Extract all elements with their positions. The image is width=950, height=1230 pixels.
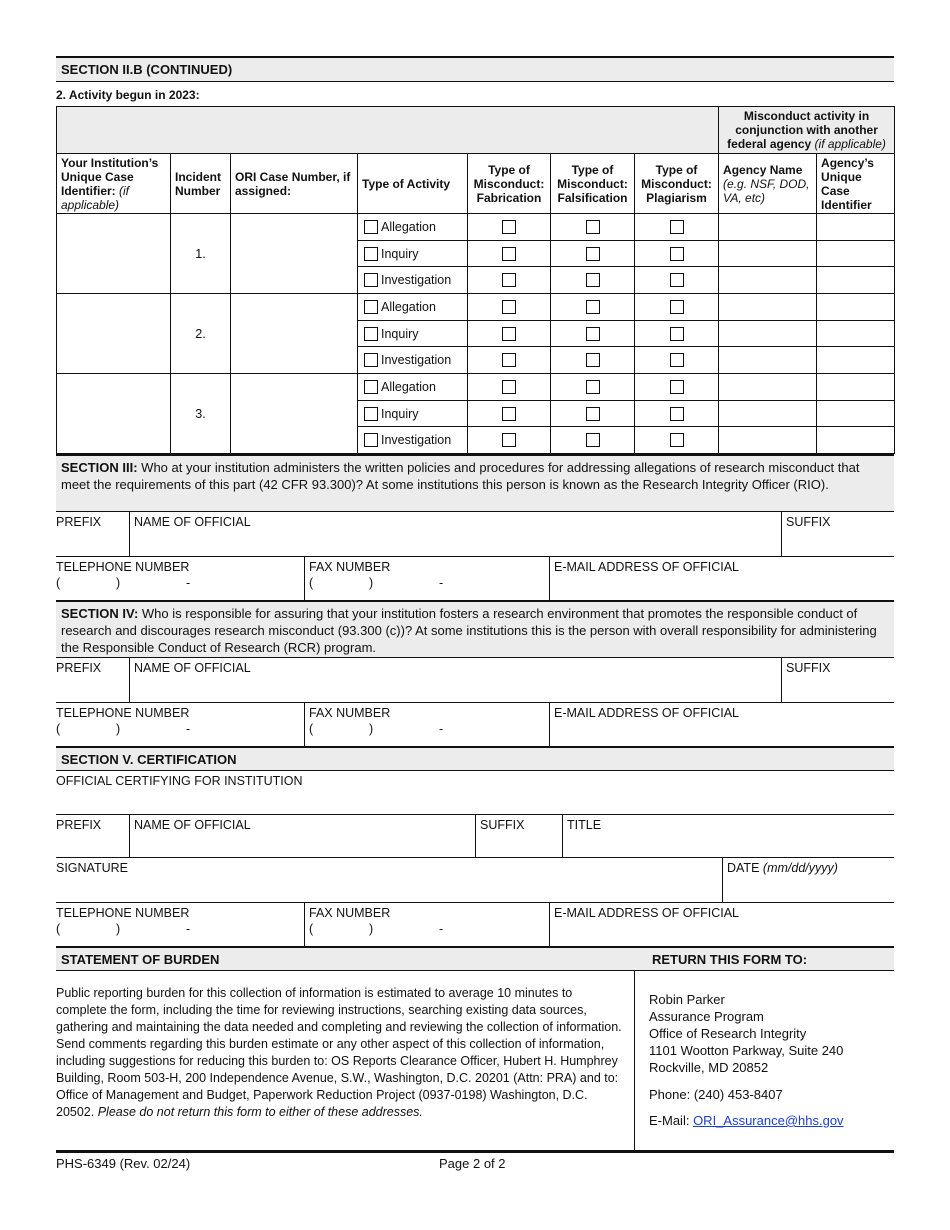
plagiarism-checkbox-2c[interactable]: [670, 353, 684, 367]
plagiarism-checkbox-3c[interactable]: [670, 433, 684, 447]
incident-1-row-inquiry: Inquiry: [57, 241, 895, 267]
signature-field[interactable]: SIGNATURE: [56, 861, 128, 875]
agency-case-id-input-3b[interactable]: [817, 401, 895, 427]
incident-3-row-inquiry: Inquiry: [57, 401, 895, 427]
section-iv-name-field[interactable]: NAME OF OFFICIAL: [129, 658, 781, 702]
agency-case-id-input-2a[interactable]: [817, 294, 895, 321]
burden-section: [56, 971, 894, 1153]
falsification-checkbox-1b[interactable]: [586, 247, 600, 261]
fabrication-checkbox-1b[interactable]: [502, 247, 516, 261]
return-email: E-Mail: ORI_Assurance@hhs.gov: [649, 1113, 844, 1128]
section-v-fax-field[interactable]: FAX NUMBER ( ) -: [304, 903, 549, 946]
federal-agency-group-header: Misconduct activity in conjunction with another federal agency (if applicable): [719, 107, 895, 154]
section-iii-telephone-field[interactable]: TELEPHONE NUMBER ( ) -: [56, 560, 191, 590]
section-iv-telephone-field[interactable]: TELEPHONE NUMBER ( ) -: [56, 706, 191, 736]
col-fabrication: Type of Misconduct: Fabrication: [468, 154, 551, 214]
section-v-name-field[interactable]: NAME OF OFFICIAL: [129, 815, 475, 857]
falsification-checkbox-2b[interactable]: [586, 327, 600, 341]
col-falsification: Type of Misconduct: Falsification: [551, 154, 635, 214]
section-iii-prefix-field[interactable]: PREFIX: [56, 515, 102, 529]
agency-name-input-2a[interactable]: [719, 294, 817, 321]
incident-2-row-investigation: Investigation: [57, 347, 895, 374]
section-iii-contact-row: [56, 557, 894, 600]
fabrication-checkbox-3a[interactable]: [502, 380, 516, 394]
institution-case-id-input-1[interactable]: [57, 214, 171, 294]
burden-statement: Public reporting burden for this collection of information is estimated to average 10 minutes to complete the form, including the time for reviewing instructions, searching existing data sources, gathering and maintaining the data needed and completing and reviewing the collection of information. Send comments regarding this burden estimate or any other aspect of this collection of information, including suggestions for reducing this burden to: OS Reports Clearance Officer, Hubert H. Humphrey Building, Room 503-H, 200 Independence Avenue, S.W., Washington, D.C. 20201 (Attn: PRA) and to: Office of Management and Budget, Paperwork Reduction Project (0937-0198) Washington, D.C. 20502. Please do not return this form to either of these addresses.: [56, 986, 622, 1119]
institution-case-id-input-3[interactable]: [57, 374, 171, 454]
section-v-telephone-field[interactable]: TELEPHONE NUMBER ( ) -: [56, 906, 191, 936]
date-field[interactable]: DATE (mm/dd/yyyy): [722, 858, 894, 902]
agency-case-id-input-3c[interactable]: [817, 427, 895, 454]
return-phone: Phone: (240) 453-8407: [649, 1087, 783, 1102]
agency-name-input-1a[interactable]: [719, 214, 817, 241]
agency-case-id-input-3a[interactable]: [817, 374, 895, 401]
inquiry-checkbox-3[interactable]: [364, 407, 378, 421]
section-iv-contact-row: [56, 703, 894, 746]
agency-case-id-input-1a[interactable]: [817, 214, 895, 241]
falsification-checkbox-2a[interactable]: [586, 300, 600, 314]
agency-name-input-2b[interactable]: [719, 321, 817, 347]
agency-case-id-input-1c[interactable]: [817, 267, 895, 294]
col-ori-case-number: ORI Case Number, if assigned:: [231, 154, 358, 214]
plagiarism-checkbox-2b[interactable]: [670, 327, 684, 341]
return-name: Robin Parker: [649, 992, 725, 1007]
allegation-checkbox-1[interactable]: [364, 220, 378, 234]
incident-3-row-allegation: 3. Allegation: [57, 374, 895, 401]
section-iv-email-field[interactable]: E-MAIL ADDRESS OF OFFICIAL: [549, 703, 894, 746]
ori-case-number-input-3[interactable]: [231, 374, 358, 454]
section-iib-header: [56, 56, 894, 82]
falsification-checkbox-1c[interactable]: [586, 273, 600, 287]
falsification-checkbox-3b[interactable]: [586, 407, 600, 421]
col-agency-case-id: Agency’s Unique Case Identifier: [817, 154, 895, 214]
agency-name-input-2c[interactable]: [719, 347, 817, 374]
ori-case-number-input-1[interactable]: [231, 214, 358, 294]
email-link[interactable]: ORI_Assurance@hhs.gov: [693, 1113, 844, 1128]
page-number: Page 2 of 2: [439, 1156, 506, 1171]
plagiarism-checkbox-3b[interactable]: [670, 407, 684, 421]
section-iii-fax-field[interactable]: FAX NUMBER ( ) -: [304, 557, 549, 600]
inquiry-checkbox-1[interactable]: [364, 247, 378, 261]
burden-title: STATEMENT OF BURDEN: [61, 952, 220, 967]
investigation-checkbox-2[interactable]: [364, 353, 378, 367]
fabrication-checkbox-2b[interactable]: [502, 327, 516, 341]
section-iv-question: SECTION IV: Who is responsible for assuring that your institution fosters a research environment that promotes the responsible conduct of research and discourages research misconduct (93.300 (c))? At some institutions this is the person with overall responsibility for administering the Responsible Conduct of Research (RCR) program.: [56, 600, 894, 658]
section-v-header: SECTION V. CERTIFICATION: [56, 746, 894, 771]
agency-case-id-input-2b[interactable]: [817, 321, 895, 347]
col-plagiarism: Type of Misconduct: Plagiarism: [635, 154, 719, 214]
col-incident-number: Incident Number: [171, 154, 231, 214]
agency-name-input-3b[interactable]: [719, 401, 817, 427]
inquiry-checkbox-2[interactable]: [364, 327, 378, 341]
investigation-checkbox-1[interactable]: [364, 273, 378, 287]
plagiarism-checkbox-1c[interactable]: [670, 273, 684, 287]
falsification-checkbox-1a[interactable]: [586, 220, 600, 234]
ori-case-number-input-2[interactable]: [231, 294, 358, 374]
investigation-checkbox-3[interactable]: [364, 433, 378, 447]
official-certifying-field[interactable]: OFFICIAL CERTIFYING FOR INSTITUTION: [56, 774, 303, 788]
agency-name-input-3c[interactable]: [719, 427, 817, 454]
section-iv-prefix-field[interactable]: PREFIX: [56, 661, 102, 675]
incident-number-2: 2.: [171, 294, 231, 374]
plagiarism-checkbox-2a[interactable]: [670, 300, 684, 314]
fabrication-checkbox-2c[interactable]: [502, 353, 516, 367]
section-iii-question: SECTION III: Who at your institution administers the written policies and procedures for addressing allegations of research misconduct that meet the requirements of this part (42 CFR 93.300)? At some institutions this person is known as the Research Integrity Officer (RIO).: [56, 454, 894, 512]
official-certifying-row: [56, 771, 894, 815]
signature-row: [56, 858, 894, 903]
institution-case-id-input-2[interactable]: [57, 294, 171, 374]
fabrication-checkbox-3c[interactable]: [502, 433, 516, 447]
section-v-contact-row: [56, 903, 894, 946]
return-street: 1101 Wootton Parkway, Suite 240: [649, 1043, 844, 1058]
agency-name-input-1b[interactable]: [719, 241, 817, 267]
incident-2-row-inquiry: Inquiry: [57, 321, 895, 347]
incident-3-row-investigation: Investigation: [57, 427, 895, 454]
col-type-of-activity: Type of Activity: [358, 154, 468, 214]
falsification-checkbox-3a[interactable]: [586, 380, 600, 394]
section-v-prefix-field[interactable]: PREFIX: [56, 818, 102, 832]
section-iii-suffix-field[interactable]: SUFFIX: [781, 512, 894, 556]
return-program: Assurance Program: [649, 1009, 764, 1024]
fabrication-checkbox-2a[interactable]: [502, 300, 516, 314]
section-iv-fax-field[interactable]: FAX NUMBER ( ) -: [304, 703, 549, 746]
section-v-suffix-field[interactable]: SUFFIX: [475, 815, 562, 857]
section-v-title-field[interactable]: TITLE: [562, 815, 894, 857]
incident-1-row-allegation: 1. Allegation: [57, 214, 895, 241]
fabrication-checkbox-1a[interactable]: [502, 220, 516, 234]
allegation-checkbox-2[interactable]: [364, 300, 378, 314]
activity-table: [56, 106, 895, 454]
col-agency-name: Agency Name (e.g. NSF, DOD, VA, etc): [719, 154, 817, 214]
section-iii-name-row: [56, 512, 894, 557]
agency-case-id-input-1b[interactable]: [817, 241, 895, 267]
activity-subtitle: 2. Activity begun in 2023:: [56, 88, 200, 102]
incident-2-row-allegation: 2. Allegation: [57, 294, 895, 321]
section-iib-title: SECTION II.B (CONTINUED): [61, 62, 233, 77]
fabrication-checkbox-3b[interactable]: [502, 407, 516, 421]
section-iii-email-field[interactable]: E-MAIL ADDRESS OF OFFICIAL: [549, 557, 894, 600]
section-iv-suffix-field[interactable]: SUFFIX: [781, 658, 894, 702]
incident-number-1: 1.: [171, 214, 231, 294]
incident-1-row-investigation: Investigation: [57, 267, 895, 294]
allegation-checkbox-3[interactable]: [364, 380, 378, 394]
incident-number-3: 3.: [171, 374, 231, 454]
table-header-spacer: [57, 107, 719, 154]
section-v-name-row: [56, 815, 894, 858]
agency-name-input-3a[interactable]: [719, 374, 817, 401]
return-city: Rockville, MD 20852: [649, 1060, 769, 1075]
section-v-email-field[interactable]: E-MAIL ADDRESS OF OFFICIAL: [549, 903, 894, 946]
return-address: [634, 971, 894, 1150]
return-title: RETURN THIS FORM TO:: [652, 952, 808, 967]
form-page: [56, 56, 894, 1171]
plagiarism-checkbox-1b[interactable]: [670, 247, 684, 261]
fabrication-checkbox-1c[interactable]: [502, 273, 516, 287]
plagiarism-checkbox-3a[interactable]: [670, 380, 684, 394]
plagiarism-checkbox-1a[interactable]: [670, 220, 684, 234]
agency-case-id-input-2c[interactable]: [817, 347, 895, 374]
form-id: PHS-6349 (Rev. 02/24): [56, 1156, 191, 1171]
falsification-checkbox-3c[interactable]: [586, 433, 600, 447]
falsification-checkbox-2c[interactable]: [586, 353, 600, 367]
return-office: Office of Research Integrity: [649, 1026, 807, 1041]
page-footer: [56, 1153, 894, 1171]
burden-header: [56, 946, 894, 971]
section-iv-name-row: [56, 658, 894, 703]
section-iii-name-field[interactable]: NAME OF OFFICIAL: [129, 512, 781, 556]
agency-name-input-1c[interactable]: [719, 267, 817, 294]
col-institution-case-id: Your Institution’s Unique Case Identifier: (if applicable): [57, 154, 171, 214]
